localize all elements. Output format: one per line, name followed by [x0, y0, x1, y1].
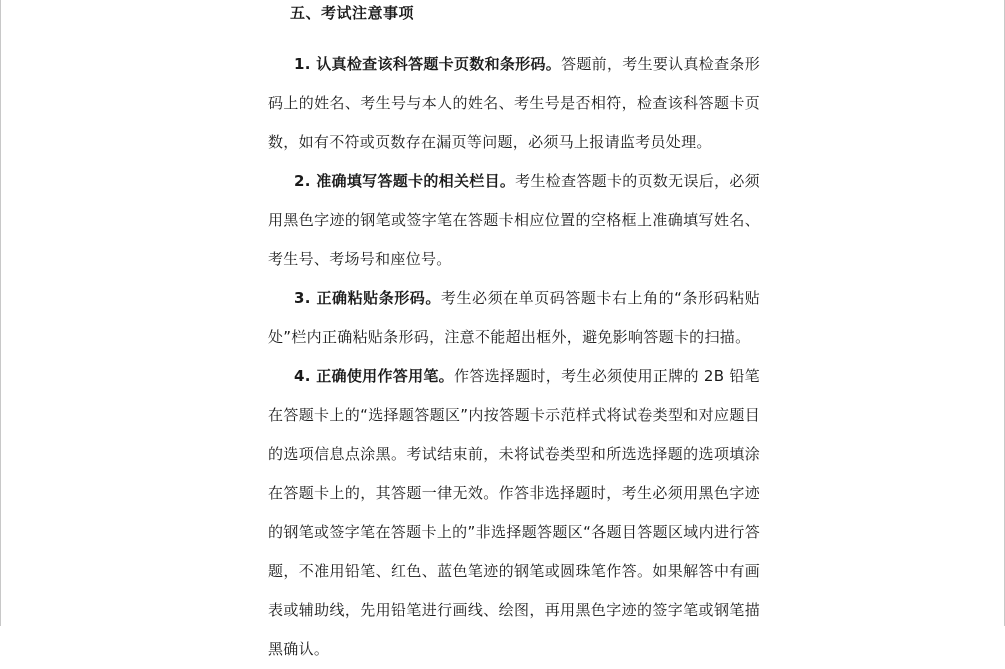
- notice-item-1-lead: 1. 认真检查该科答题卡页数和条形码。: [294, 55, 562, 73]
- notice-item-3: [268, 279, 760, 357]
- notice-item-4-body: 作答选择题时，考生必须使用正牌的 2B 铅笔在答题卡上的“选择题答题区”内按答题卡示范样式将试卷类型和对应题目的选项信息点涂黑。考试结束前，未将试卷类型和所选选择题的选项填涂在答题卡上的，其答题一律无效。作答非选择题时，考生必须用黑色字迹的钢笔或签字笔在答题卡上的”非选择题答题区“各题目答题区域内进行答题，不准用铅笔、红色、蓝色笔迹的钢笔或圆珠笔作答。如果解答中有画表或辅助线，先用铅笔进行画线、绘图，再用黑色字迹的签字笔或钢笔描黑确认。: [268, 367, 760, 658]
- notice-item-3-lead: 3. 正确粘贴条形码。: [294, 289, 441, 307]
- notice-item-2-lead: 2. 准确填写答题卡的相关栏目。: [294, 172, 516, 190]
- notice-item-4: [268, 357, 760, 669]
- notice-item-1: [268, 45, 760, 162]
- notice-item-2: [268, 162, 760, 279]
- section-title: 五、考试注意事项: [290, 4, 415, 22]
- notice-item-2-body: 考生检查答题卡的页数无误后，必须用黑色字迹的钢笔或签字笔在答题卡相应位置的空格框上准确填写姓名、考生号、考场号和座位号。: [268, 172, 760, 268]
- notice-item-1-body: 答题前，考生要认真检查条形码上的姓名、考生号与本人的姓名、考生号是否相符，检查该科答题卡页数，如有不符或页数存在漏页等问题，必须马上报请监考员处理。: [268, 55, 760, 151]
- page-left-edge: [0, 0, 1, 626]
- notice-item-4-lead: 4. 正确使用作答用笔。: [294, 367, 454, 385]
- notice-item-3-body: 考生必须在单页码答题卡右上角的“条形码粘贴处”栏内正确粘贴条形码，注意不能超出框外，避免影响答题卡的扫描。: [268, 289, 760, 346]
